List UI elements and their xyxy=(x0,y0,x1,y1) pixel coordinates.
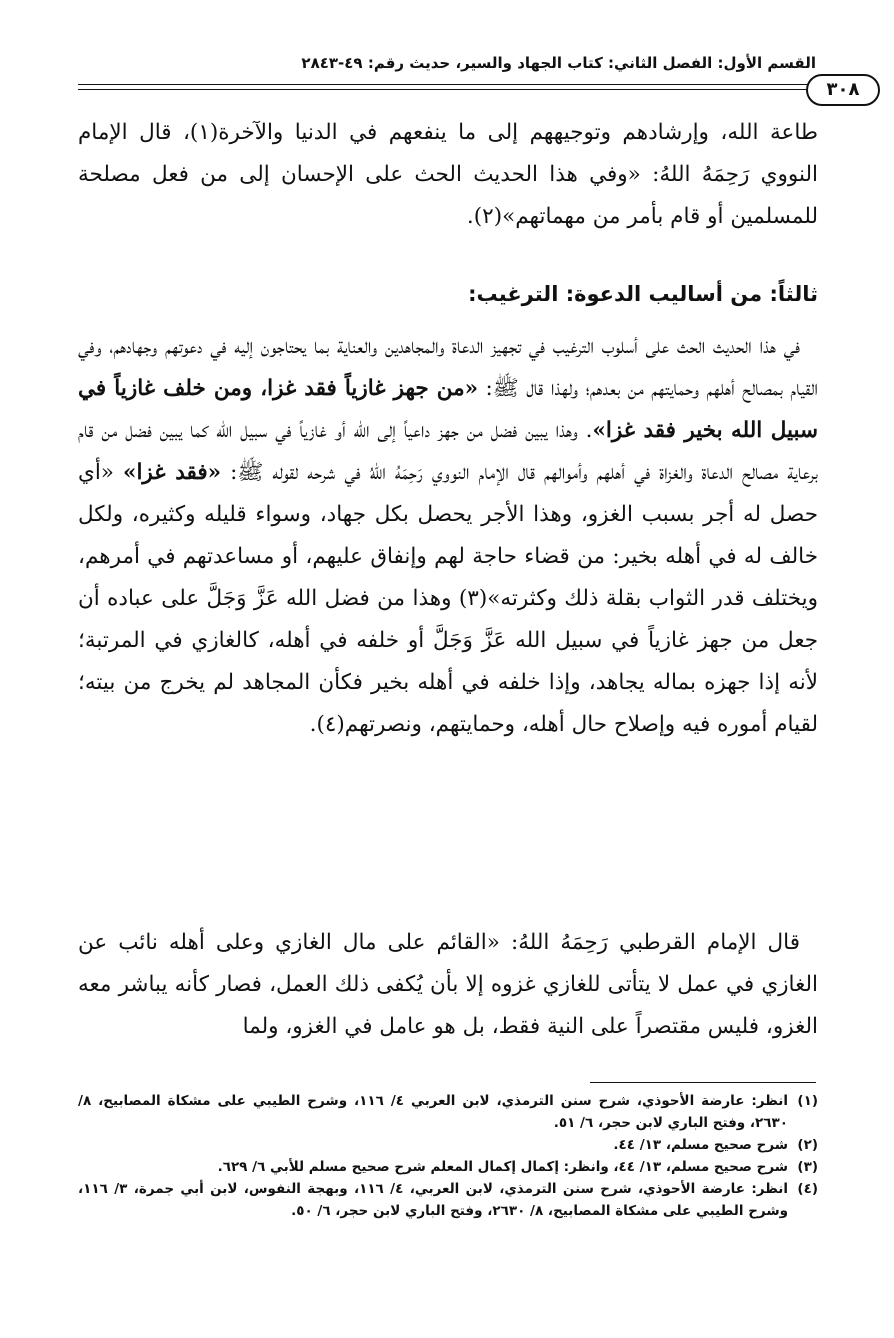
header-rule-bottom xyxy=(78,89,812,90)
paragraph-2 xyxy=(78,326,818,746)
paragraph-2-part-2: . وهذا يبين فضل من جهز داعياً إلى الله أو غازياً في سبيل الله كما يبين فضل من قام برعاية مصالح الدعاة والغزاة في أهلهم وأموالهم قال الإمام النووي رَحِمَهُ اللهُ في شرحه لقوله ﷺ: xyxy=(78,418,818,485)
footnote-2 xyxy=(78,1134,818,1156)
paragraph-1: طاعة الله، وإرشادهم وتوجيههم إلى ما ينفعهم في الدنيا والآخرة(١)، قال الإمام النووي رَحِمَهُ اللهُ: «وفي هذا الحديث الحث على الإحسان إلى من فعل مصلحة للمسلمين أو قام بأمر من مهماتهم»(٢). xyxy=(78,120,818,229)
header-rule-top xyxy=(78,84,812,85)
hadith-quote-bold: «من جهز غازياً فقد غزا، ومن خلف غازياً في سبيل الله بخير فقد غزا» xyxy=(78,376,818,443)
footnote-separator xyxy=(590,1082,816,1083)
footnotes xyxy=(78,1090,818,1222)
hadith-phrase-bold: «فقد غزا» xyxy=(123,460,222,485)
paragraph-2-part-1: في هذا الحديث الحث على أسلوب الترغيب في تجهيز الدعاة والمجاهدين والعناية بما يحتاجون إليه في دعوتهم وجهادهم، وفي القيام بمصالح أهلهم وحمايتهم من بعدهم؛ ولهذا قال ﷺ: xyxy=(78,334,818,401)
footnote-text: شرح صحيح مسلم، ١٣/ ٤٤، وانظر: إكمال إكمال المعلم شرح صحيح مسلم للأبي ٦/ ٦٢٩. xyxy=(217,1159,788,1175)
footnote-text: انظر: عارضة الأحوذي، شرح سنن الترمذي، لابن العربي ٤/ ١١٦، وشرح الطيبي على مشكاة المصابيح، ٨/ ٢٦٣٠، وفتح الباري لابن حجر، ٦/ ٥١. xyxy=(78,1093,789,1131)
footnote-number: (٤) xyxy=(797,1181,818,1197)
paragraph-2-part-3: «أي حصل له أجر بسبب الغزو، وهذا الأجر يحصل بكل جهاد، وسواء قليله وكثيره، ولكل خالف له في أهله بخير: من قضاء حاجة لهم وإنفاق عليهم، أو مساعدتهم في أمرهم، ويختلف قدر الثواب بقلة ذلك وكثرته»(٣) وهذا من فضل الله عَزَّ وَجَلَّ على عباده أن جعل من جهز غازياً في سبيل الله عَزَّ وَجَلَّ أو خلفه في أهله، كالغازي في المرتبة؛ لأنه إذا جهزه بماله يجاهد، وإذا خلفه في أهله بخير فكأن المجاهد لم يخرج من بيته؛ لقيام أموره فيه وإصلاح حال أهله، وحمايتهم، ونصرتهم(٤). xyxy=(78,460,818,737)
footnote-4 xyxy=(78,1178,818,1222)
paragraph-3: قال الإمام القرطبي رَحِمَهُ اللهُ: «القائم على مال الغازي وعلى أهله نائب عن الغازي في عمل لا يتأتى للغازي غزوه إلا بأن يُكفى ذلك العمل، فصار كأنه يباشر معه الغزو، فليس مقتصراً على النية فقط، بل هو عامل في الغزو، ولما xyxy=(78,930,818,1039)
footnote-number: (٣) xyxy=(797,1159,818,1175)
page-number-badge: ٣٠٨ xyxy=(806,74,880,106)
footnote-text: شرح صحيح مسلم، ١٣/ ٤٤. xyxy=(613,1137,788,1153)
section-heading: ثالثاً: من أساليب الدعوة: الترغيب: xyxy=(468,282,818,306)
footnote-number: (٢) xyxy=(797,1137,818,1153)
footnote-3 xyxy=(78,1156,818,1178)
footnote-1 xyxy=(78,1090,818,1134)
running-header: القسم الأول: الفصل الثاني: كتاب الجهاد والسير، حديث رقم: ٤٩-٢٨٤٣ xyxy=(301,54,816,72)
footnote-number: (١) xyxy=(797,1093,818,1109)
footnote-text: انظر: عارضة الأحوذي، شرح سنن الترمذي، لابن العربي، ٤/ ١١٦، وبهجة النفوس، لابن أبي جمرة، ٣/ ١١٦، وشرح الطيبي على مشكاة المصابيح، ٨/ ٢٦٣٠، وفتح الباري لابن حجر، ٦/ ٥٠. xyxy=(78,1181,788,1219)
